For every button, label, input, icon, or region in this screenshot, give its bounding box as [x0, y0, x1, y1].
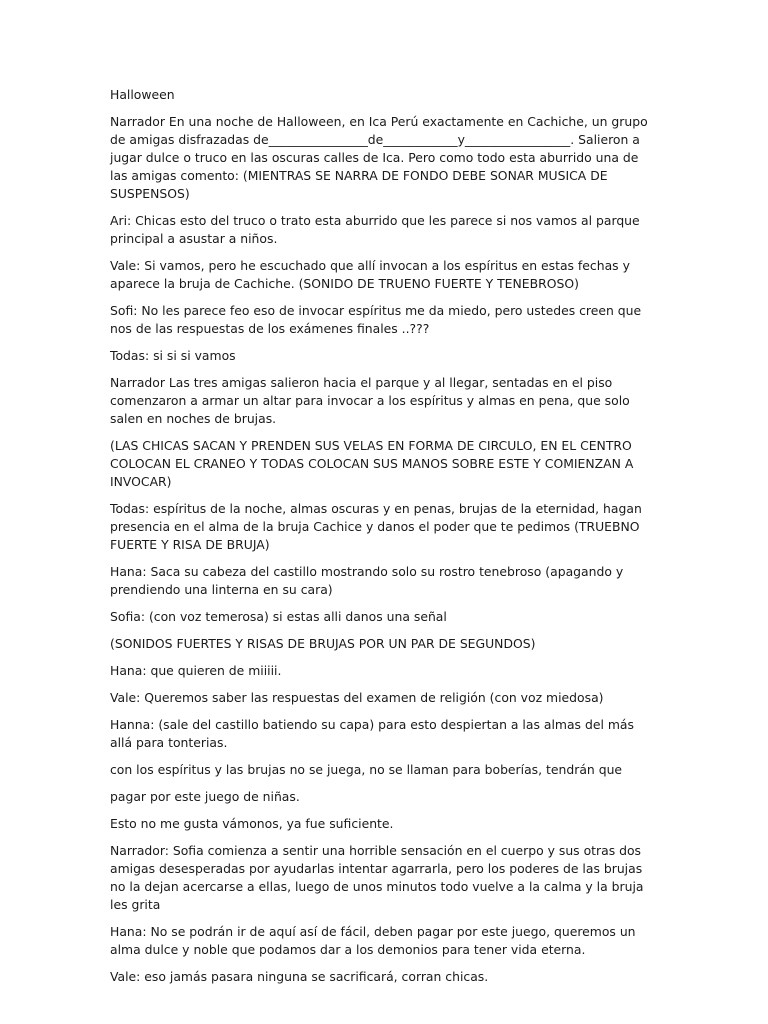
paragraph-hana-3: Hana: No se podrán ir de aquí así de fácil, deben pagar por este juego, queremos un alma dulce y noble que podamos dar a los demonios para tener vida eterna.	[110, 924, 636, 957]
paragraph-hana-1: Hana: Saca su cabeza del castillo mostrando solo su rostro tenebroso (apagando y prendiendo una linterna en su cara)	[110, 564, 624, 597]
document-body	[110, 86, 658, 995]
paragraph-stage-velas: (LAS CHICAS SACAN Y PRENDEN SUS VELAS EN FORMA DE CIRCULO, EN EL CENTRO COLOCAN EL CRANEO Y TODAS COLOCAN SUS MANOS SOBRE ESTE Y COMIENZAN A INVOCAR)	[110, 438, 634, 489]
paragraph-vale-3: Vale: eso jamás pasara ninguna se sacrificará, corran chicas.	[110, 969, 489, 984]
paragraph-vale-1: Vale: Si vamos, pero he escuchado que allí invocan a los espíritus en estas fechas y aparece la bruja de Cachiche. (SONIDO DE TRUENO FUERTE Y TENEBROSO)	[110, 258, 630, 291]
paragraph-hana-2: Hana: que quieren de miiiii.	[110, 663, 282, 678]
paragraph-pagar: pagar por este juego de niñas.	[110, 789, 300, 804]
paragraph-narrador-intro: Narrador En una noche de Halloween, en Ica Perú exactamente en Cachiche, un grupo de amigas disfrazadas de________________de____________y_________________. Salieron a jugar dulce o truco en las oscuras calles de Ica. Pero como todo esta aburrido una de las amigas comento: (MIENTRAS SE NARRA DE FONDO DEBE SONAR MUSICA DE SUSPENSOS)	[110, 114, 648, 201]
paragraph-stage-sonidos: (SONIDOS FUERTES Y RISAS DE BRUJAS POR UN PAR DE SEGUNDOS)	[110, 636, 536, 651]
paragraph-sofi: Sofi: No les parece feo eso de invocar espíritus me da miedo, pero ustedes creen que nos de las respuestas de los exámenes finales ..???	[110, 303, 642, 336]
paragraph-sofia: Sofia: (con voz temerosa) si estas alli danos una señal	[110, 609, 447, 624]
paragraph-ari: Ari: Chicas esto del truco o trato esta aburrido que les parece si nos vamos al parque principal a asustar a niños.	[110, 213, 640, 246]
paragraph-todas-invocacion: Todas: espíritus de la noche, almas oscuras y en penas, brujas de la eternidad, hagan presencia en el alma de la bruja Cachice y danos el poder que te pedimos (TRUEBNO FUERTE Y RISA DE BRUJA)	[110, 501, 642, 552]
paragraph-narrador-parque: Narrador Las tres amigas salieron hacia el parque y al llegar, sentadas en el piso comenzaron a armar un altar para invocar a los espíritus y almas en pena, que solo salen en noches de brujas.	[110, 375, 630, 426]
document-title: Halloween	[110, 87, 175, 102]
paragraph-todas-1: Todas: si si si vamos	[110, 348, 236, 363]
paragraph-espiritus: con los espíritus y las brujas no se juega, no se llaman para boberías, tendrán que	[110, 762, 623, 777]
paragraph-vamonos: Esto no me gusta vámonos, ya fue suficiente.	[110, 816, 394, 831]
paragraph-narrador-sofia: Narrador: Sofia comienza a sentir una horrible sensación en el cuerpo y sus otras dos amigas desesperadas por ayudarlas intentar agarrarla, pero los poderes de las brujas no la dejan acercarse a ellas, luego de unos minutos todo vuelve a la calma y la bruja les grita	[110, 843, 644, 912]
paragraph-vale-2: Vale: Queremos saber las respuestas del examen de religión (con voz miedosa)	[110, 690, 604, 705]
paragraph-hanna: Hanna: (sale del castillo batiendo su capa) para esto despiertan a las almas del más allá para tonterias.	[110, 717, 634, 750]
